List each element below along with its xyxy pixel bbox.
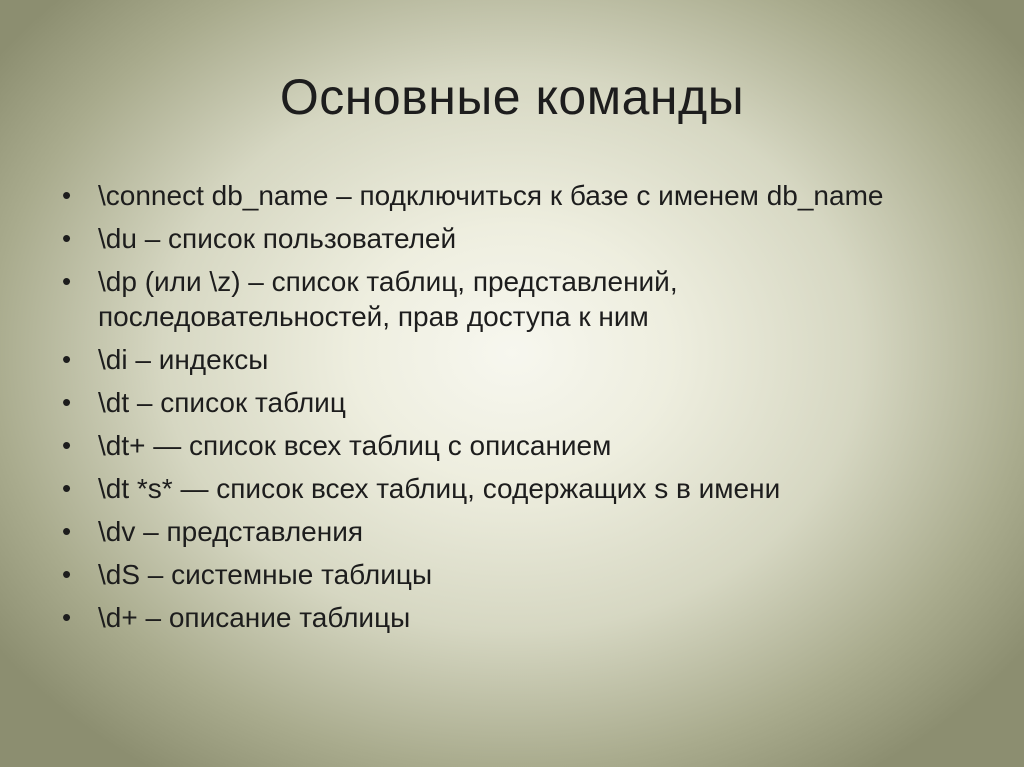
list-item-text: \connect db_name – подключиться к базе с именем db_name [98,180,884,211]
bullet-icon: • [62,559,72,589]
list-item-text: \di – индексы [98,344,269,375]
list-item [62,471,962,506]
list-item [62,264,962,334]
slide-title: Основные команды [279,69,745,125]
list-item [62,428,962,463]
list-item [62,342,962,377]
bullet-icon: • [62,266,72,296]
bullet-icon: • [62,223,72,253]
bullet-icon: • [62,387,72,417]
bullet-icon: • [62,180,72,210]
list-item-text: \du – список пользователей [98,223,457,254]
list-item-text: \dv – представления [98,516,364,547]
bullet-icon: • [62,430,72,460]
list-item-text: \dt+ — список всех таблиц с описанием [98,430,612,461]
list-item [62,557,962,592]
list-item-text: \dS – системные таблицы [98,559,433,590]
list-item-text: \dp (или \z) – список таблиц, представлений, последовательностей, прав доступа к ним [98,266,678,332]
list-item-text: \dt – список таблиц [98,387,346,418]
list-item-text: \dt *s* — список всех таблиц, содержащих s в имени [98,473,781,504]
bullet-icon: • [62,473,72,503]
list-item [62,514,962,549]
command-list [62,178,962,643]
bullet-icon: • [62,602,72,632]
list-item-text: \d+ – описание таблицы [98,602,411,633]
bullet-icon: • [62,344,72,374]
list-item [62,385,962,420]
list-item [62,221,962,256]
list-item [62,178,962,213]
list-item [62,600,962,635]
bullet-icon: • [62,516,72,546]
